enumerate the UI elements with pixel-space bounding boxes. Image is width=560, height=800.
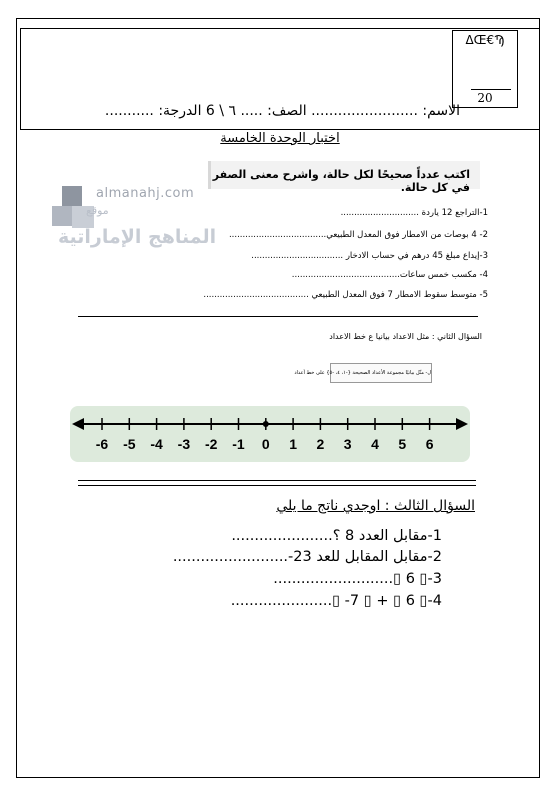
page-title: [200, 131, 360, 146]
q3-item-1: 1-مقابل العدد 8 ؟......................: [231, 528, 442, 544]
q1-item-1: 1-التراجع 12 ياردة .............................: [340, 208, 488, 218]
q3-item-3: 3-▯ 6 ▯..........................: [273, 571, 442, 587]
q3-item-4: 4-▯ 6 ▯ + ▯ 7- ▯......................: [230, 593, 442, 609]
q1-item-3: 3-إيداع مبلغ 45 درهم في حساب الادخار ..................................: [251, 251, 488, 261]
divider: [78, 316, 478, 317]
number-line: [70, 406, 470, 462]
score-box: [452, 30, 518, 108]
number-line-label: 2: [316, 436, 325, 452]
score-total: 20: [477, 91, 493, 105]
q3-item-2: 2-مقابل المقابل للعد 23-.........................: [172, 549, 442, 565]
number-line-label: 3: [343, 436, 352, 452]
q1-item-4: 4- مكسب خمس ساعات........................................: [291, 270, 488, 280]
number-line-label: 4: [371, 436, 379, 452]
right-arrow-icon: [456, 418, 468, 430]
origin-dot: [263, 421, 269, 427]
number-line-label: -6: [95, 436, 109, 452]
number-line-label: 0: [261, 436, 270, 452]
watermark-site: almanahj.com: [96, 186, 195, 201]
number-line-label: 1: [289, 436, 297, 452]
score-glyph: ΔŒ€Ϡ: [465, 33, 505, 47]
q1-item-2: 2- 4 بوصات من الامطار فوق المعدل الطبيعي....................................: [228, 230, 488, 240]
watermark-line2: المناهج الإماراتية: [58, 226, 217, 248]
left-arrow-icon: [72, 418, 84, 430]
number-line-label: -1: [232, 436, 245, 452]
q2-task-box: ل- مثّل بيانيًا مجموعة الأعداد الصحيحة {-١، ٤، -٥} على خط أعداد: [330, 363, 432, 383]
double-divider-top: [78, 480, 476, 481]
score-divider: [471, 89, 511, 90]
page-title-text: اختبار الوحدة الخامسة: [220, 131, 340, 146]
number-line-svg: [70, 406, 470, 462]
q1-item-5: 5- متوسط سقوط الامطار 7 فوق المعدل الطبيعي .......................................: [203, 290, 488, 300]
number-line-label: -2: [204, 436, 218, 452]
number-line-label: 5: [398, 436, 407, 452]
number-line-label: -5: [123, 436, 136, 452]
watermark-line1: موقع: [86, 204, 109, 217]
number-line-label: 6: [425, 436, 434, 452]
q2-title: السؤال الثاني : مثل الاعداد بيانيا ع خط الاعداد: [329, 332, 482, 341]
number-line-label: -4: [150, 436, 163, 452]
student-info-line: الاسم: ........................ الصف: ..... ٦ \ 6 الدرجة: ...........: [104, 103, 460, 119]
double-divider-bottom: [78, 485, 476, 486]
q3-title-text: السؤال الثالث : اوجدي ناتج ما يلي: [276, 498, 475, 514]
number-line-label: -3: [177, 436, 191, 452]
q1-instruction: اكتب عدداً صحيحًا لكل حالة، واشرح معنى الصفر في كل حالة.: [208, 161, 480, 189]
q3-title: [276, 498, 475, 514]
